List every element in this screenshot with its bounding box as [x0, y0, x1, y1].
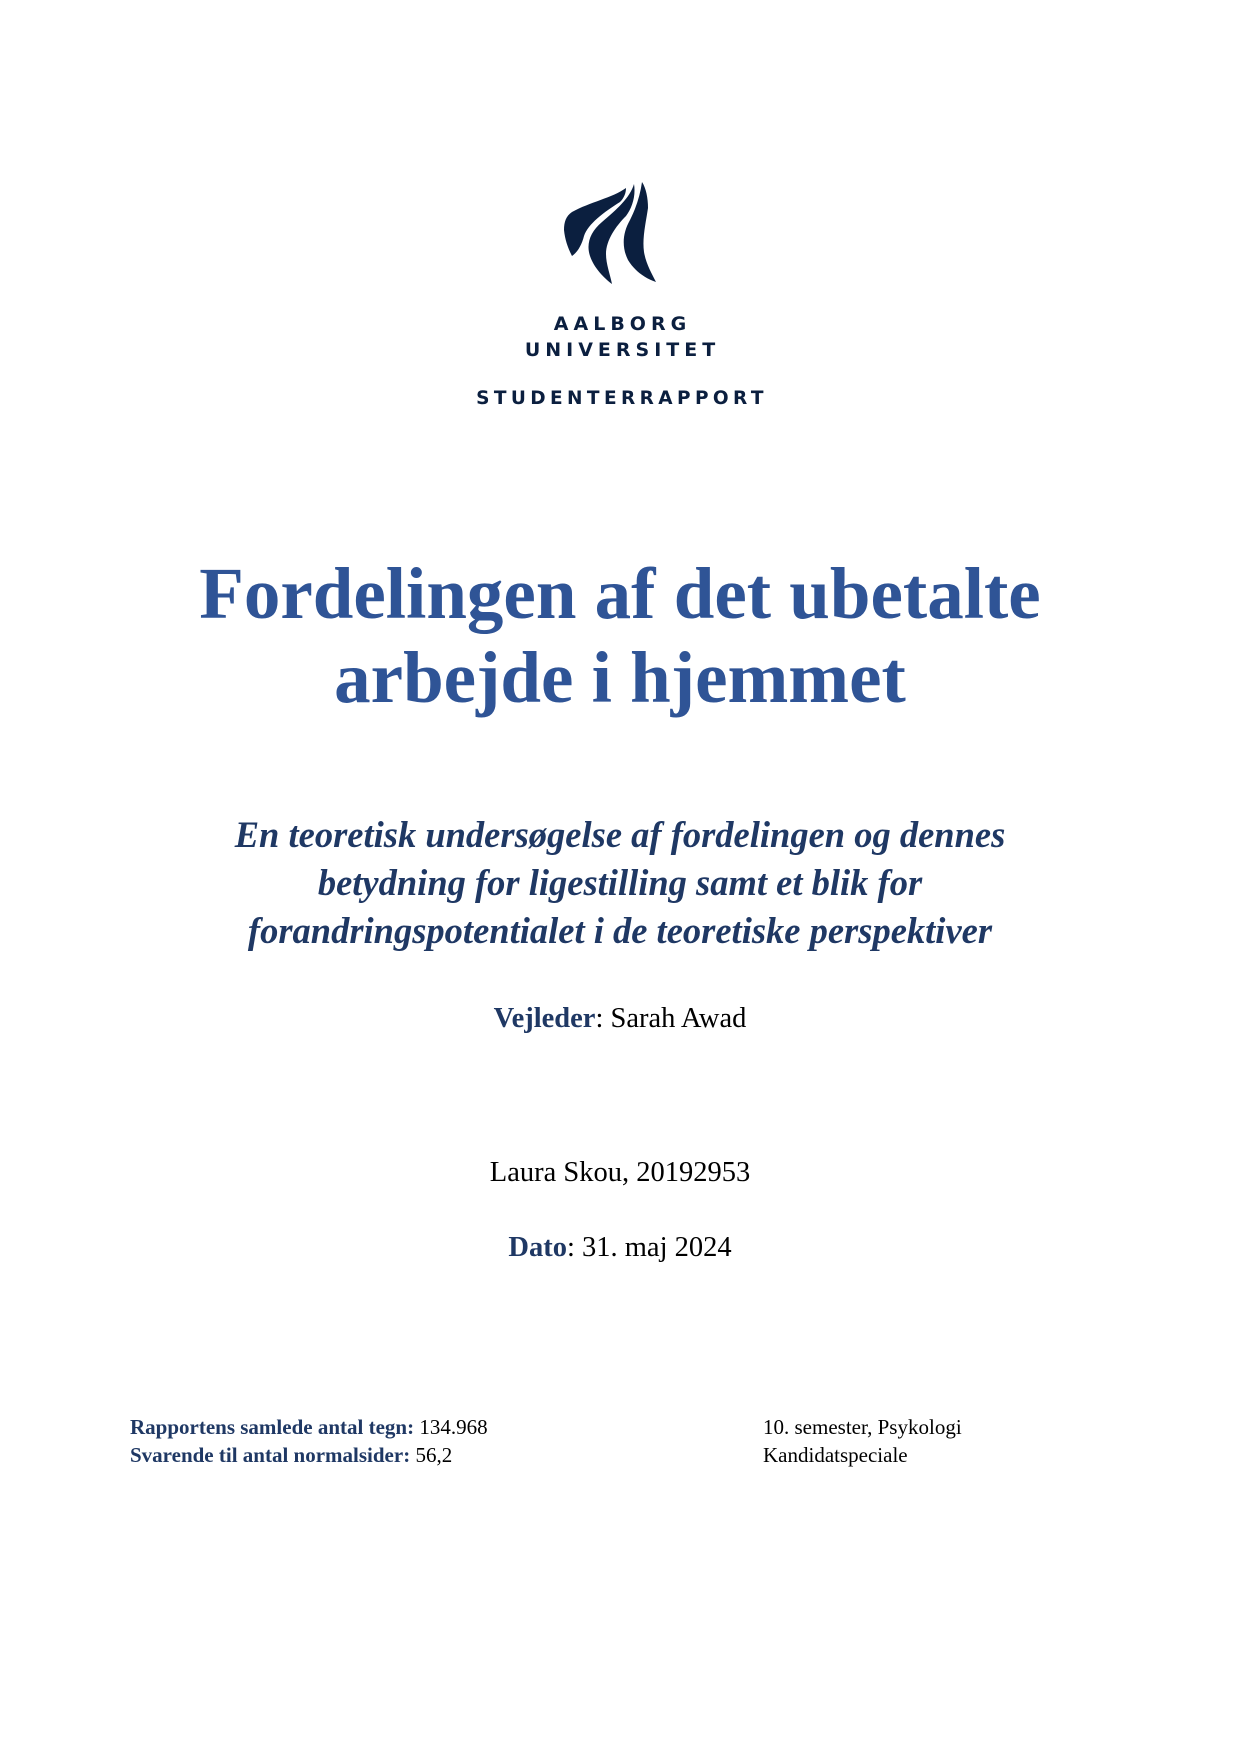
aau-waves-logo-icon	[560, 178, 660, 288]
report-subtitle-line1: En teoretisk undersøgelse af fordelingen og dennes	[234, 814, 1006, 855]
supervisor-label: Vejleder	[493, 1003, 596, 1034]
character-count-block	[130, 1413, 488, 1469]
report-title	[120, 552, 1120, 720]
normal-pages-row	[130, 1441, 488, 1469]
character-count-label: Rapportens samlede antal tegn:	[130, 1415, 415, 1439]
date-line	[0, 1231, 1240, 1265]
supervisor-line	[0, 1002, 1240, 1036]
program-info-block	[763, 1413, 962, 1469]
institution-name-line1: AALBORG	[553, 313, 692, 335]
report-title-line2: arbejde i hjemmet	[334, 637, 906, 718]
date-separator: :	[566, 1232, 582, 1263]
date-label: Dato	[508, 1232, 567, 1263]
semester-program: 10. semester, Psykologi	[763, 1415, 962, 1439]
character-count-row	[130, 1413, 488, 1441]
report-title-line1: Fordelingen af det ubetalte	[199, 553, 1041, 634]
document-type-label: STUDENTERRAPPORT	[476, 388, 768, 409]
thesis-type: Kandidatspeciale	[763, 1443, 908, 1467]
report-subtitle	[120, 811, 1120, 955]
normal-pages-label: Svarende til antal normalsider:	[130, 1443, 411, 1467]
author-line: Laura Skou, 20192953	[489, 1157, 751, 1188]
supervisor-separator: :	[595, 1003, 611, 1034]
date-value: 31. maj 2024	[582, 1232, 732, 1263]
normal-pages-value: 56,2	[410, 1443, 453, 1467]
report-subtitle-line3: forandringspotentialet i de teoretiske perspektiver	[247, 910, 993, 951]
report-subtitle-line2: betydning for ligestilling samt et blik for	[317, 862, 923, 903]
institution-name-line2: UNIVERSITET	[524, 339, 721, 361]
supervisor-name: Sarah Awad	[610, 1003, 747, 1034]
character-count-value: 134.968	[414, 1415, 488, 1439]
